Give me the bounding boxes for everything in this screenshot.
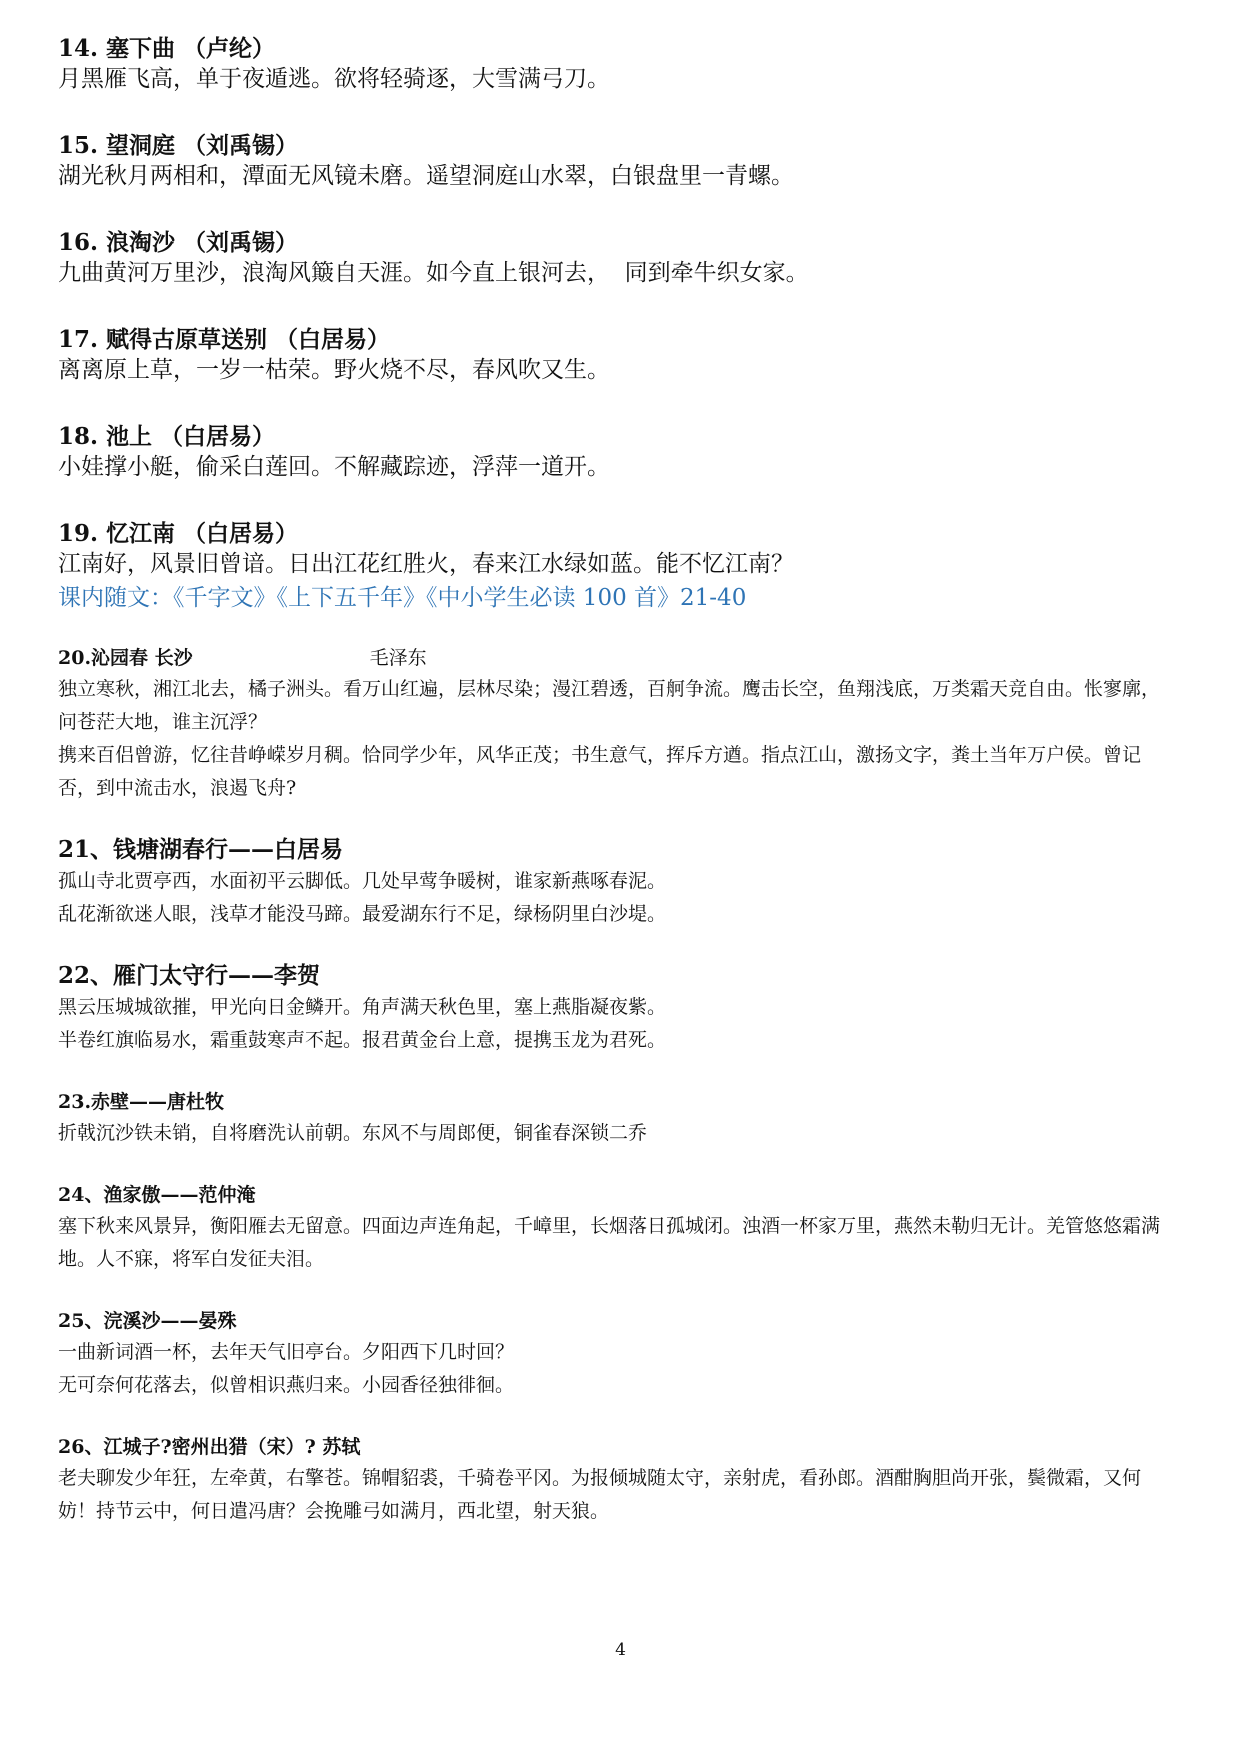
poem-line: 小娃撑小艇，偷采白莲回。不解藏踪迹，浮萍一道开。: [58, 454, 610, 480]
poem-19: [58, 519, 1168, 579]
poem-24: [58, 1180, 1168, 1276]
poem-18: [58, 422, 1168, 482]
document-page: [58, 34, 1168, 1528]
poem-title: 26、江城子?密州出猎（宋）? 苏轼: [58, 1436, 361, 1458]
poem-line: 孤山寺北贾亭西，水面初平云脚低。几处早莺争暖树，谁家新燕啄春泥。: [58, 870, 667, 892]
poem-23: [58, 1087, 1168, 1150]
poem-20: [58, 643, 1168, 805]
poem-title: 19. 忆江南 （白居易）: [58, 520, 299, 547]
poem-line: 一曲新词酒一杯，去年天气旧亭台。夕阳西下几时回？: [58, 1341, 515, 1363]
poem-title: 14. 塞下曲 （卢纶）: [58, 35, 276, 62]
poem-line: 塞下秋来风景异，衡阳雁去无留意。四面边声连角起，千嶂里，长烟落日孤城闭。浊酒一杯家万里，燕然未勒归无计。羌管悠悠霜满地。人不寐，将军白发征夫泪。: [58, 1215, 1161, 1270]
poem-line: 月黑雁飞高，单于夜遁逃。欲将轻骑逐，大雪满弓刀。: [58, 66, 610, 92]
poem-line: 乱花渐欲迷人眼，浅草才能没马蹄。最爱湖东行不足，绿杨阴里白沙堤。: [58, 903, 667, 925]
poem-title: 25、浣溪沙——晏殊: [58, 1310, 237, 1332]
poem-author: 毛泽东: [369, 647, 427, 669]
poem-title: 21、钱塘湖春行——白居易: [58, 836, 344, 863]
poem-title: 15. 望洞庭 （刘禹锡）: [58, 132, 299, 159]
poem-25: [58, 1306, 1168, 1402]
reading-note: 课内随文：《千字文》《上下五千年》《中小学生必读 100 首》21-40: [58, 585, 747, 611]
poem-line: 黑云压城城欲摧，甲光向日金鳞开。角声满天秋色里，塞上燕脂凝夜紫。: [58, 996, 667, 1018]
poem-title-row: [58, 643, 1168, 673]
poem-16: [58, 228, 1168, 288]
poem-title: 20.沁园春 长沙: [58, 647, 193, 669]
poem-title: 17. 赋得古原草送别 （白居易）: [58, 326, 391, 353]
poem-15: [58, 131, 1168, 191]
poem-title: 22、雁门太守行——李贺: [58, 962, 321, 989]
poem-title: 16. 浪淘沙 （刘禹锡）: [58, 229, 299, 256]
poem-line: 九曲黄河万里沙，浪淘风簸自天涯。如今直上银河去， 同到牵牛织女家。: [58, 260, 809, 286]
poem-17: [58, 325, 1168, 385]
poem-line: 独立寒秋，湘江北去，橘子洲头。看万山红遍，层林尽染；漫江碧透，百舸争流。鹰击长空，鱼翔浅底，万类霜天竞自由。怅寥廓，问苍茫大地，谁主沉浮？: [58, 678, 1161, 733]
poem-line: 携来百侣曾游，忆往昔峥嵘岁月稠。恰同学少年，风华正茂；书生意气，挥斥方遒。指点江山，激扬文字，粪土当年万户侯。曾记否，到中流击水，浪遏飞舟?: [58, 744, 1142, 799]
poem-26: [58, 1432, 1168, 1528]
poem-14: [58, 34, 1168, 94]
poem-22: [58, 961, 1168, 1057]
poem-line: 无可奈何花落去，似曾相识燕归来。小园香径独徘徊。: [58, 1374, 515, 1396]
poem-21: [58, 835, 1168, 931]
poem-title: 23.赤壁——唐杜牧: [58, 1091, 225, 1113]
poem-title: 18. 池上 （白居易）: [58, 423, 276, 450]
poem-line: 江南好，风景旧曾谙。日出江花红胜火，春来江水绿如蓝。能不忆江南？: [58, 551, 794, 577]
poem-line: 半卷红旗临易水，霜重鼓寒声不起。报君黄金台上意，提携玉龙为君死。: [58, 1029, 667, 1051]
poem-title: 24、渔家傲——范仲淹: [58, 1184, 256, 1206]
poem-line: 折戟沉沙铁未销，自将磨洗认前朝。东风不与周郎便，铜雀春深锁二乔: [58, 1122, 648, 1144]
poem-line: 老夫聊发少年狂，左牵黄，右擎苍。锦帽貂裘，千骑卷平冈。为报倾城随太守，亲射虎，看孙郎。酒酣胸胆尚开张，鬓微霜，又何妨！持节云中，何日遣冯唐？会挽雕弓如满月，西北望，射天狼。: [58, 1467, 1142, 1522]
page-number: 4: [615, 1640, 626, 1660]
poem-line: 离离原上草，一岁一枯荣。野火烧不尽，春风吹又生。: [58, 357, 610, 383]
poem-line: 湖光秋月两相和，潭面无风镜未磨。遥望洞庭山水翠，白银盘里一青螺。: [58, 163, 794, 189]
